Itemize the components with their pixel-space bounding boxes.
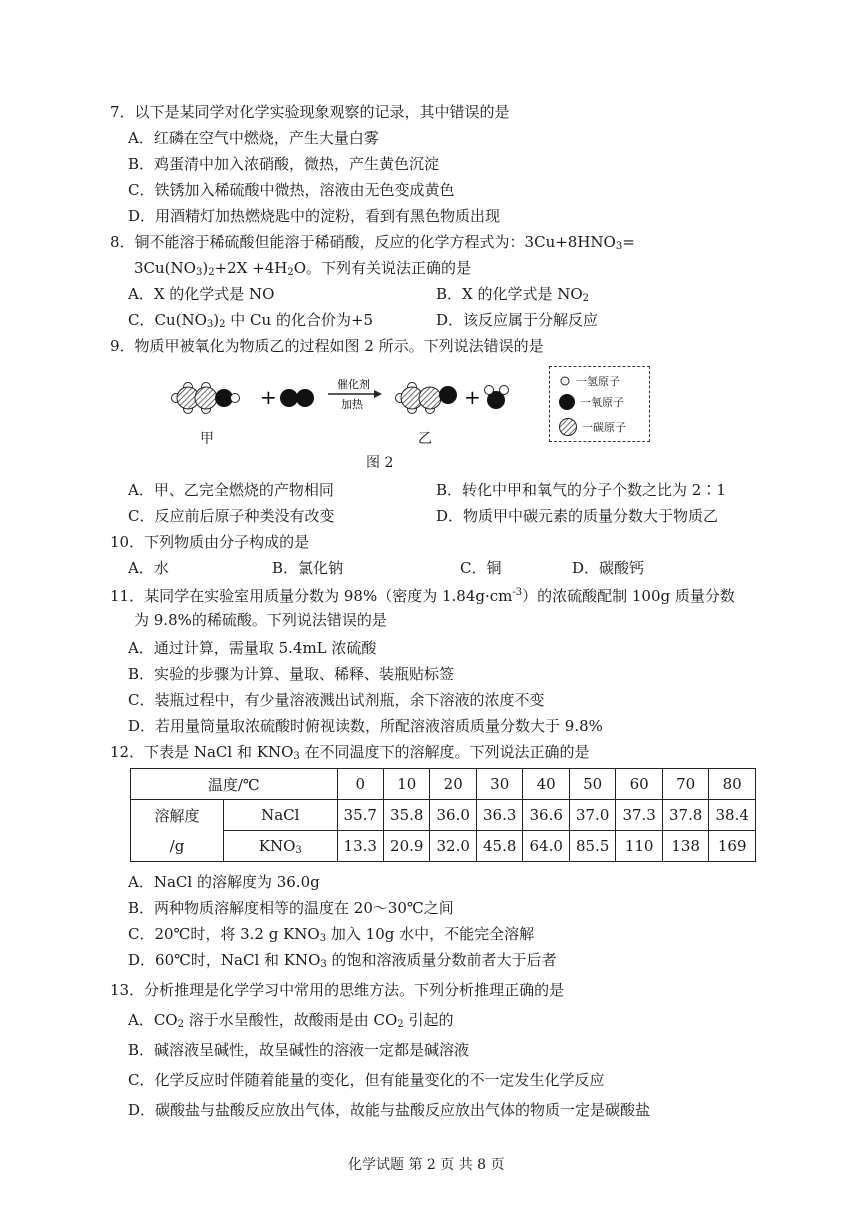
table-cell: 13.3 xyxy=(337,831,383,862)
q10-option-b: B．氯化钠 xyxy=(272,559,344,577)
q8-stem-line2: $3Cu(NO_3)_2+2X +4H_2O$。下列有关说法正确的是 xyxy=(134,259,472,278)
table-cell: 35.8 xyxy=(384,800,430,831)
kno3-label: $KNO_3$ xyxy=(224,831,338,862)
q11-option-b: B．实验的步骤为计算、量取、稀释、装瓶贴标签 xyxy=(128,665,455,683)
legend-oxygen: 一氧原子 xyxy=(558,393,624,411)
arrow-head-icon xyxy=(374,390,382,398)
q7-option-d: D．用酒精灯加热燃烧匙中的淀粉，看到有黑色物质出现 xyxy=(128,207,501,225)
temp-cell: 10 xyxy=(384,769,430,800)
molecule-jia xyxy=(172,383,240,414)
atom-legend xyxy=(549,366,650,442)
solubility-table xyxy=(130,768,756,862)
q12-option-c: C．20℃时，将 3.2 g $KNO_3$ 加入 10g 水中，不能完全溶解 xyxy=(128,925,535,944)
temp-cell: 30 xyxy=(476,769,522,800)
q9-option-b: B．转化中甲和氧气的分子个数之比为 2∶1 xyxy=(436,481,726,499)
hydrogen-atom-icon xyxy=(558,374,572,388)
q10-option-d: D．碳酸钙 xyxy=(572,559,645,577)
q12-stem: 12．下表是 NaCl 和 $KNO_3$ 在不同温度下的溶解度。下列说法正确的是 xyxy=(110,743,590,762)
table-cell: 36.3 xyxy=(476,800,522,831)
table-cell: 32.0 xyxy=(430,831,476,862)
q10-option-c: C．铜 xyxy=(460,559,502,577)
heat-label: 加热 xyxy=(341,398,363,411)
temp-cell: 80 xyxy=(709,769,756,800)
table-cell: 36.0 xyxy=(430,800,476,831)
q7-stem: 7．以下是某同学对化学实验现象观察的记录，其中错误的是 xyxy=(110,103,510,121)
table-header-row xyxy=(131,769,756,800)
table-cell: 35.7 xyxy=(337,800,383,831)
table-cell: 37.3 xyxy=(616,800,662,831)
q13-option-a: A．$CO_2$ 溶于水呈酸性，故酸雨是由 $CO_2$ 引起的 xyxy=(128,1011,454,1030)
q9-stem: 9．物质甲被氧化为物质乙的过程如图 2 所示。下列说法错误的是 xyxy=(110,337,544,355)
table-cell: 38.4 xyxy=(709,800,756,831)
q10-stem: 10．下列物质由分子构成的是 xyxy=(110,533,310,551)
q12-option-d: D．60℃时，NaCl 和 $KNO_3$ 的饱和溶液质量分数前者大于后者 xyxy=(128,951,557,970)
temp-cell: 50 xyxy=(569,769,615,800)
table-cell: 45.8 xyxy=(476,831,522,862)
molecule-oxygen xyxy=(280,389,314,407)
q7-option-c: C．铁锈加入稀硫酸中微热，溶液由无色变成黄色 xyxy=(128,181,455,199)
q8-option-a: A．X 的化学式是 NO xyxy=(128,285,275,303)
temp-cell: 70 xyxy=(662,769,708,800)
table-cell: 85.5 xyxy=(569,831,615,862)
carbon-atom-icon xyxy=(558,417,578,437)
q10-option-a: A．水 xyxy=(128,559,169,577)
q8-option-c: C．$Cu(NO_3)_2$ 中 Cu 的化合价为+5 xyxy=(128,311,374,330)
q11-option-a: A．通过计算，需量取 5.4mL 浓硫酸 xyxy=(128,639,377,657)
q8-option-d: D．该反应属于分解反应 xyxy=(436,311,599,329)
oxygen-atom-icon xyxy=(558,393,576,411)
q12-option-a: A．NaCl 的溶解度为 36.0g xyxy=(128,873,320,891)
table-cell: 37.8 xyxy=(662,800,708,831)
table-cell: 37.0 xyxy=(569,800,615,831)
temp-cell: 60 xyxy=(616,769,662,800)
table-cell: 64.0 xyxy=(523,831,569,862)
table-cell: 20.9 xyxy=(384,831,430,862)
q9-option-a: A．甲、乙完全燃烧的产物相同 xyxy=(128,481,334,499)
plus-sign-2: + xyxy=(464,385,481,409)
temp-cell: 20 xyxy=(430,769,476,800)
catalyst-label: 催化剂 xyxy=(337,378,370,391)
legend-hydrogen: 一氢原子 xyxy=(558,373,620,389)
molecule-water xyxy=(485,386,509,410)
q11-option-d: D．若用量筒量取浓硫酸时俯视读数，所配溶液溶质质量分数大于 9.8% xyxy=(128,717,603,735)
temp-cell: 0 xyxy=(337,769,383,800)
table-row-nacl xyxy=(131,800,756,831)
q11-stem-line2: 为 9.8%的稀硫酸。下列说法错误的是 xyxy=(134,611,387,629)
q7-option-a: A．红磷在空气中燃烧，产生大量白雾 xyxy=(128,129,379,147)
q13-option-b: B．碱溶液呈碱性，故呈碱性的溶液一定都是碱溶液 xyxy=(128,1041,470,1059)
legend-carbon: 一碳原子 xyxy=(558,417,626,437)
table-cell: 110 xyxy=(616,831,662,862)
nacl-label: NaCl xyxy=(224,800,338,831)
table-cell: 138 xyxy=(662,831,708,862)
q13-option-c: C．化学反应时伴随着能量的变化，但有能量变化的不一定发生化学反应 xyxy=(128,1071,605,1089)
solubility-header: 溶解度 /g xyxy=(131,800,224,862)
q11-option-c: C．装瓶过程中，有少量溶液溅出试剂瓶，余下溶液的浓度不变 xyxy=(128,691,545,709)
plus-sign-1: + xyxy=(260,385,277,409)
q9-option-d: D．物质甲中碳元素的质量分数大于物质乙 xyxy=(436,507,719,525)
temp-header: 温度/℃ xyxy=(131,769,338,800)
q9-option-c: C．反应前后原子种类没有改变 xyxy=(128,507,335,525)
page-footer: 化学试题 第 2 页 共 8 页 xyxy=(348,1157,505,1173)
label-jia: 甲 xyxy=(200,431,214,447)
q13-option-d: D．碳酸盐与盐酸反应放出气体，故能与盐酸反应放出气体的物质一定是碳酸盐 xyxy=(128,1101,651,1119)
temp-cell: 40 xyxy=(523,769,569,800)
q13-stem: 13．分析推理是化学学习中常用的思维方法。下列分析推理正确的是 xyxy=(110,981,565,999)
q12-option-b: B．两种物质溶解度相等的温度在 20～30℃之间 xyxy=(128,899,454,917)
table-cell: 169 xyxy=(709,831,756,862)
table-row-kno3 xyxy=(131,831,756,862)
figure-caption: 图 2 xyxy=(366,455,394,471)
q7-option-b: B．鸡蛋清中加入浓硝酸，微热，产生黄色沉淀 xyxy=(128,155,440,173)
table-cell: 36.6 xyxy=(523,800,569,831)
q8-stem-line1: 8．铜不能溶于稀硫酸但能溶于稀硝酸，反应的化学方程式为：$3Cu+8HNO_3=$ xyxy=(110,233,635,252)
molecule-yi xyxy=(396,383,458,414)
q8-option-b: B．X 的化学式是 $NO_2$ xyxy=(436,285,590,304)
label-yi: 乙 xyxy=(418,431,432,447)
q11-stem-line1: 11．某同学在实验室用质量分数为 98%（密度为 $1.84g\cdot cm^{-3}$）的浓硫酸配制 100g 质量分数 xyxy=(110,587,735,605)
